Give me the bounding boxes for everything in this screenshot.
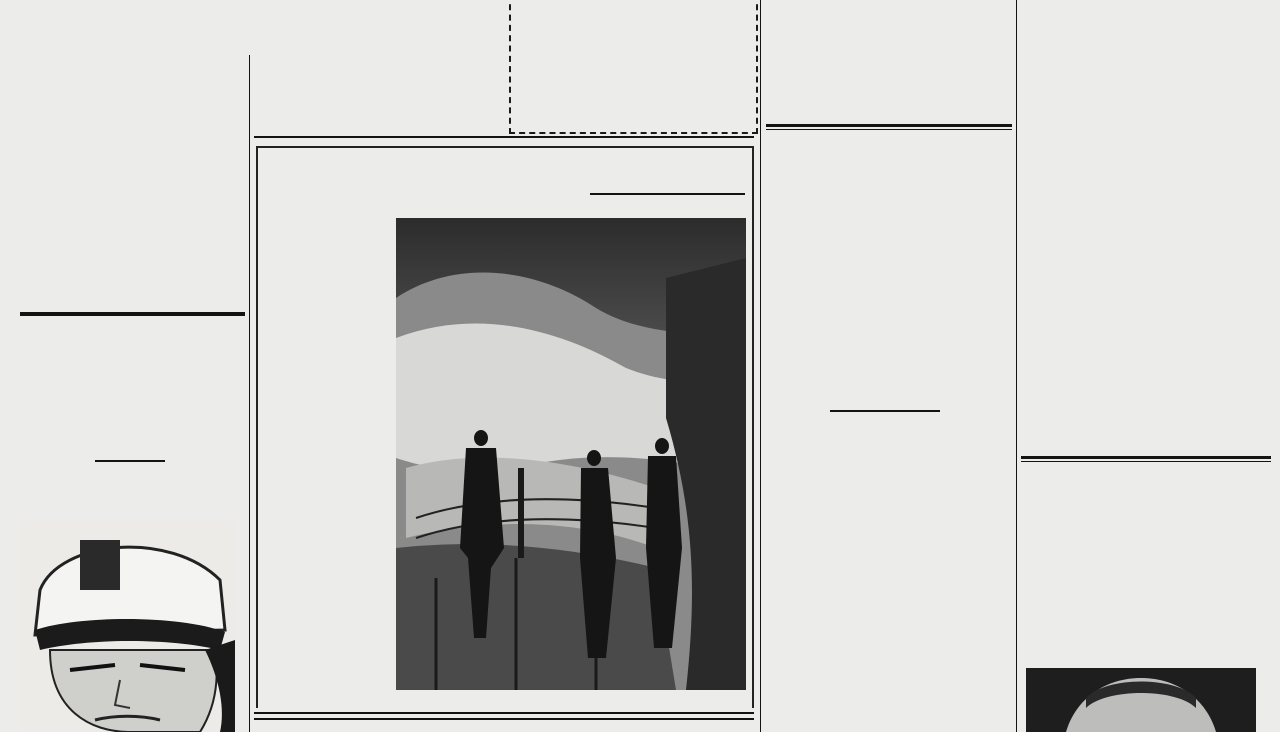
column-rule: [1021, 461, 1271, 462]
admiral-portrait: [20, 520, 235, 732]
column-rule: [1021, 456, 1271, 459]
column-rule: [20, 312, 245, 316]
headline-underline: [590, 193, 745, 195]
headline-divider: [830, 410, 940, 412]
radio-notice-box: [509, 0, 758, 134]
column-rule: [766, 124, 1012, 127]
dam-photograph: [396, 218, 746, 690]
minister-portrait: [1026, 668, 1256, 732]
subhead-prelados: [752, 420, 1022, 480]
headline-moreno: [10, 320, 250, 452]
column-rule: [254, 718, 754, 720]
headline-divider: [95, 460, 165, 462]
column-rule: [254, 712, 754, 714]
headline-gran-cruz: [1012, 470, 1278, 654]
column-rule: [766, 129, 1012, 130]
headline-prelados: [752, 136, 1022, 406]
column-rule: [254, 136, 754, 138]
column-separator: [249, 55, 250, 732]
